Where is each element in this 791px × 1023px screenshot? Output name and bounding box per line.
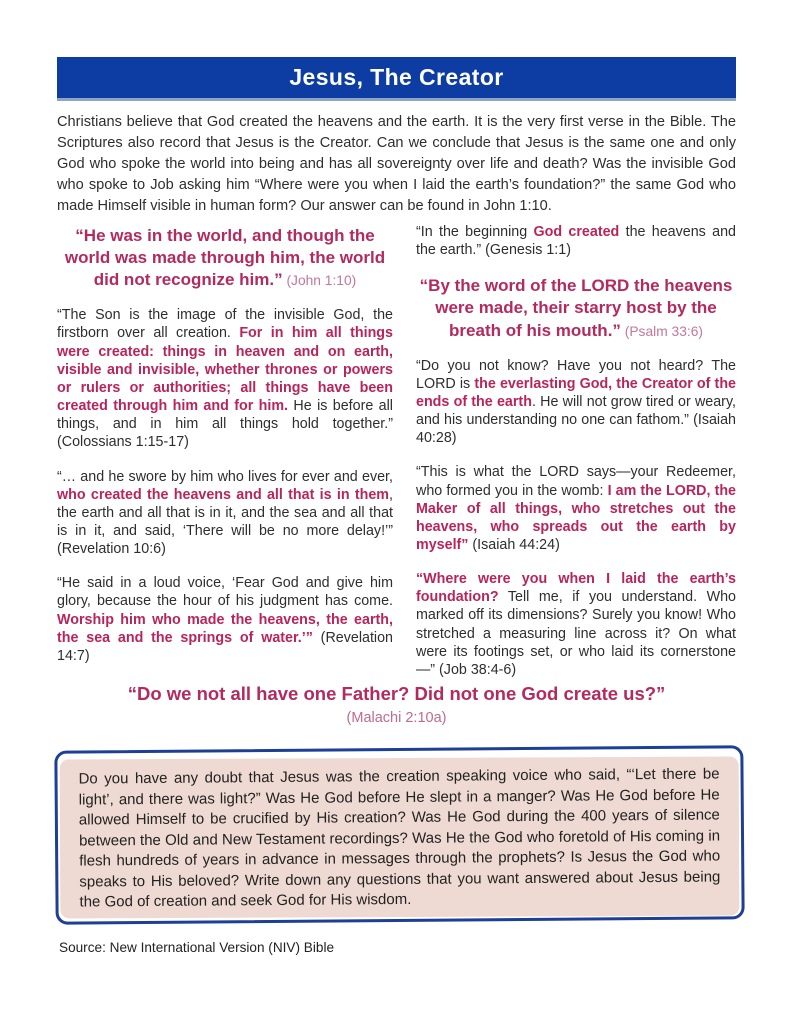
emphasized-scripture-text: I am the LORD, the Maker of all things, who stretches out the heavens, who spreads out the earth by myself” xyxy=(416,482,737,553)
central-quote-citation: (Malachi 2:10a) xyxy=(346,710,447,727)
verse-paragraph xyxy=(57,306,393,451)
verse-paragraph xyxy=(57,574,393,665)
verse-paragraph xyxy=(416,223,736,259)
scripture-text: (Revelation 14:7) xyxy=(57,629,393,664)
verse-paragraph xyxy=(57,468,393,559)
scripture-text: “The Son is the image of the invisible God, the firstborn over all creation. xyxy=(57,307,393,342)
title-banner xyxy=(57,57,736,101)
source-note: Source: New International Version (NIV) Bible xyxy=(59,940,335,955)
verse-paragraph xyxy=(416,357,736,448)
scripture-text: “Do you not know? Have you not heard? The LORD is xyxy=(416,357,736,392)
reflection-box xyxy=(54,745,744,924)
central-quote-text: “Do we not all have one Father? Did not one God create us?” xyxy=(127,683,666,704)
emphasized-scripture-text: who created the heavens and all that is in them xyxy=(57,486,390,503)
verse-paragraph xyxy=(416,570,736,679)
emphasized-scripture-text: Worship him who made the heavens, the earth, the sea and the springs of water.’” xyxy=(57,611,393,646)
quote-text: “By the word of the LORD the heavens were made, their starry host by the breath of his mouth.” xyxy=(419,276,733,340)
scripture-text: . He will not grow tired or weary, and his understanding no one can fathom.” (Isaiah 40:28) xyxy=(416,393,737,447)
scripture-text: , the earth and all that is in it, and the sea and all that is in it, and said, ‘There will be no more delay!’” (Revelation 10:6) xyxy=(57,486,393,558)
intro-paragraph: Christians believe that God created the heavens and the earth. It is the very first verse in the Bible. The Scriptures also record that Jesus is the Creator. Can we conclude that Jesus is the same one and only God who spoke the world into being and has all sovereignty over life and death? Was the invisible God who spoke to Job asking him “Where were you when I laid the earth’s foundation?” the same God who made Himself visible in human form? Our answer can be found in John 1:10. xyxy=(57,114,736,214)
verse-quote-heading xyxy=(416,275,736,341)
scripture-text: “This is what the LORD says—your Redeemer, who formed you in the womb: xyxy=(416,464,736,499)
column-right xyxy=(416,223,736,695)
scripture-text: the heavens and the earth.” (Genesis 1:1) xyxy=(416,224,736,259)
verse-quote-heading xyxy=(57,225,393,291)
reflection-text: Do you have any doubt that Jesus was the creation speaking voice who said, “‘Let there be light’, and there was light?” Was He God before He slept in a manger? Was He God before He allowed Himself to be crucified by His creation? Was He God during the 400 years of silence between the Old and New Testament recordings? Was He the God who foretold of His coming in flesh hundreds of years in advance in messages through the prophets? Is Jesus the God who speaks to His beloved? Write down any questions that you want answered about Jesus being the God of creation and seek God for His wisdom. xyxy=(78,765,721,911)
quote-citation: (John 1:10) xyxy=(282,273,357,289)
emphasized-scripture-text: For in him all things were created: things in heaven and on earth, visible and invisible, whether thrones or powers or rulers or authorities; all things have been created through him and for him. xyxy=(57,325,393,415)
central-quote xyxy=(57,683,736,726)
column-left xyxy=(57,223,393,695)
scripture-text: “He said in a loud voice, ‘Fear God and give him glory, because the hour of his judgment has come. xyxy=(57,575,393,610)
quote-text: “He was in the world, and though the world was made through him, the world did not recognize him.” xyxy=(64,226,386,290)
scripture-text: Tell me, if you understand. Who marked off its dimensions? Surely you know! Who stretched a measuring line across it? On what were its footings set, or who laid its cornerstone—” (Job 38:4-6) xyxy=(416,589,736,678)
scripture-text: He is before all things, and in him all things hold together.” (Colossians 1:15-17) xyxy=(57,398,393,451)
scripture-text: “In the beginning xyxy=(416,224,534,240)
emphasized-scripture-text: God created xyxy=(533,224,620,240)
quote-citation: (Psalm 33:6) xyxy=(620,323,703,339)
emphasized-scripture-text: “Where were you when I laid the earth’s foundation? xyxy=(416,571,736,606)
scripture-text: “… and he swore by him who lives for ever and ever, xyxy=(57,468,393,485)
page-title: Jesus, The Creator xyxy=(289,64,504,90)
emphasized-scripture-text: the everlasting God, the Creator of the ends of the earth xyxy=(416,375,736,410)
scripture-text: (Isaiah 44:24) xyxy=(468,537,560,553)
scripture-columns xyxy=(57,223,736,695)
verse-paragraph xyxy=(416,463,736,554)
